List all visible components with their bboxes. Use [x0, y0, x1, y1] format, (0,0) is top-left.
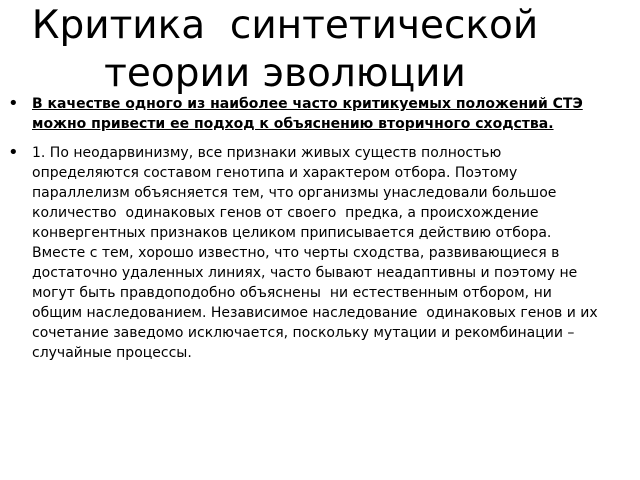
bullet-text-intro: В качестве одного из наиболее часто критикуемых положений СТЭ можно привести ее подход к объяснению вторичного сходства. [32, 96, 583, 132]
bullet-marker: • [8, 93, 19, 114]
slide-title [0, 0, 570, 98]
bullet-text-neodarwinism: 1. По неодарвинизму, все признаки живых существ полностью определяются составом генотипа и характером отбора. Поэтому параллелизм объясняется тем, что организмы унаследовали большое количество одинаковых генов от своего предка, а происхождение конвергентных признаков целиком приписывается действию отбора. Вместе с тем, хорошо известно, что черты сходства, развивающиеся в достаточно удаленных линиях, часто бывают неадаптивны и поэтому не могут быть правдоподобно объяснены ни естественным отбором, ни общим наследованием. Независимое наследование одинаковых генов и их сочетание заведомо исключается, поскольку мутации и рекомбинации – случайные процессы. [32, 145, 603, 361]
slide-title-line-2: теории эволюции [104, 51, 466, 96]
bullet-marker: • [8, 142, 19, 163]
slide-title-line-1: Критика синтетической [31, 3, 539, 48]
bullet-item-neodarwinism [8, 142, 603, 363]
bullet-list [8, 93, 603, 363]
bullet-item-intro [8, 94, 598, 134]
